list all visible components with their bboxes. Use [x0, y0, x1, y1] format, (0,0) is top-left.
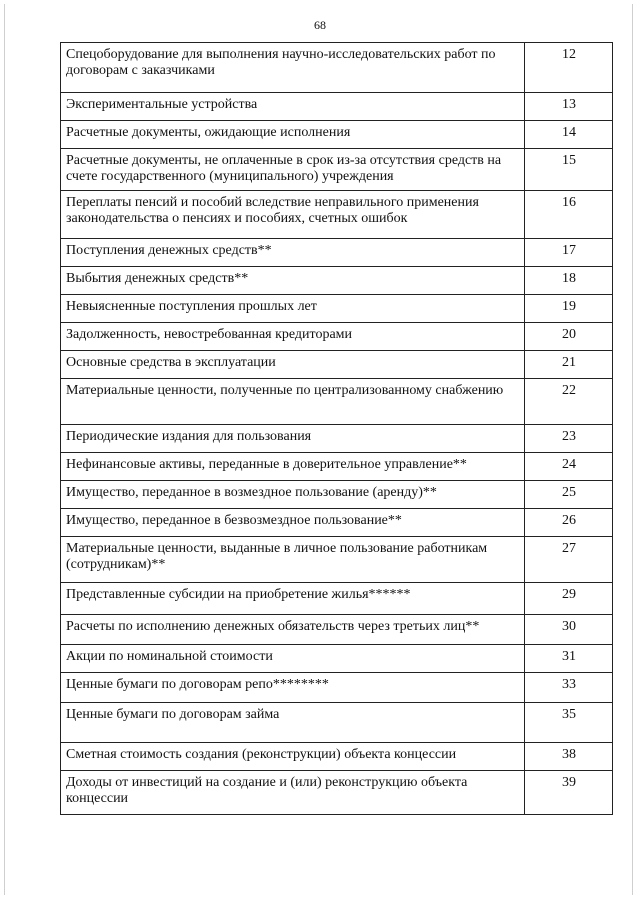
scan-border-left: [4, 4, 5, 895]
account-name: Поступления денежных средств**: [61, 239, 525, 267]
account-code: 30: [525, 615, 613, 645]
table-row: [61, 425, 613, 453]
account-name: Расчетные документы, не оплаченные в срок из-за отсутствия средств на счете государственного (муниципального) учреждения: [61, 149, 525, 191]
table-row: [61, 323, 613, 351]
account-code: 12: [525, 43, 613, 93]
account-code: 31: [525, 645, 613, 673]
account-name: Имущество, переданное в возмездное пользование (аренду)**: [61, 481, 525, 509]
table-body: [61, 43, 613, 815]
account-name: Материальные ценности, выданные в личное пользование работникам (сотрудникам)**: [61, 537, 525, 583]
scan-border-right: [632, 4, 633, 895]
account-name: Доходы от инвестиций на создание и (или) реконструкцию объекта концессии: [61, 771, 525, 815]
account-code: 27: [525, 537, 613, 583]
account-name: Нефинансовые активы, переданные в доверительное управление**: [61, 453, 525, 481]
table-row: [61, 645, 613, 673]
table-row: [61, 743, 613, 771]
account-code: 26: [525, 509, 613, 537]
account-name: Расчетные документы, ожидающие исполнения: [61, 121, 525, 149]
account-code: 25: [525, 481, 613, 509]
account-name: Основные средства в эксплуатации: [61, 351, 525, 379]
account-name: Переплаты пенсий и пособий вследствие неправильного применения законодательства о пенсиях и пособиях, счетных ошибок: [61, 191, 525, 239]
account-name: Имущество, переданное в безвозмездное пользование**: [61, 509, 525, 537]
table-row: [61, 191, 613, 239]
account-name: Выбытия денежных средств**: [61, 267, 525, 295]
table-row: [61, 583, 613, 615]
account-code: 39: [525, 771, 613, 815]
page-number: 68: [314, 18, 326, 32]
account-code: 14: [525, 121, 613, 149]
account-code: 16: [525, 191, 613, 239]
account-code: 29: [525, 583, 613, 615]
table-row: [61, 509, 613, 537]
account-code: 33: [525, 673, 613, 703]
account-code: 38: [525, 743, 613, 771]
account-code: 13: [525, 93, 613, 121]
account-name: Спецоборудование для выполнения научно-исследовательских работ по договорам с заказчиками: [61, 43, 525, 93]
table-row: [61, 43, 613, 93]
table-row: [61, 93, 613, 121]
account-code: 20: [525, 323, 613, 351]
account-code: 17: [525, 239, 613, 267]
table-row: [61, 673, 613, 703]
account-name: Ценные бумаги по договорам займа: [61, 703, 525, 743]
table-row: [61, 351, 613, 379]
account-code: 18: [525, 267, 613, 295]
table-row: [61, 771, 613, 815]
table-row: [61, 121, 613, 149]
account-code: 19: [525, 295, 613, 323]
table-row: [61, 149, 613, 191]
account-code: 35: [525, 703, 613, 743]
table-row: [61, 453, 613, 481]
account-name: Сметная стоимость создания (реконструкции) объекта концессии: [61, 743, 525, 771]
account-code: 24: [525, 453, 613, 481]
table-row: [61, 615, 613, 645]
table-row: [61, 481, 613, 509]
table-row: [61, 295, 613, 323]
table-row: [61, 379, 613, 425]
account-name: Ценные бумаги по договорам репо********: [61, 673, 525, 703]
account-name: Периодические издания для пользования: [61, 425, 525, 453]
account-name: Представленные субсидии на приобретение жилья******: [61, 583, 525, 615]
table-row: [61, 703, 613, 743]
table-row: [61, 267, 613, 295]
account-name: Материальные ценности, полученные по централизованному снабжению: [61, 379, 525, 425]
account-name: Экспериментальные устройства: [61, 93, 525, 121]
table-row: [61, 537, 613, 583]
account-code: 23: [525, 425, 613, 453]
account-name: Невыясненные поступления прошлых лет: [61, 295, 525, 323]
account-code: 22: [525, 379, 613, 425]
account-name: Расчеты по исполнению денежных обязательств через третьих лиц**: [61, 615, 525, 645]
off-balance-accounts-table: [60, 42, 613, 815]
account-name: Акции по номинальной стоимости: [61, 645, 525, 673]
account-code: 21: [525, 351, 613, 379]
account-code: 15: [525, 149, 613, 191]
account-name: Задолженность, невостребованная кредиторами: [61, 323, 525, 351]
table-row: [61, 239, 613, 267]
